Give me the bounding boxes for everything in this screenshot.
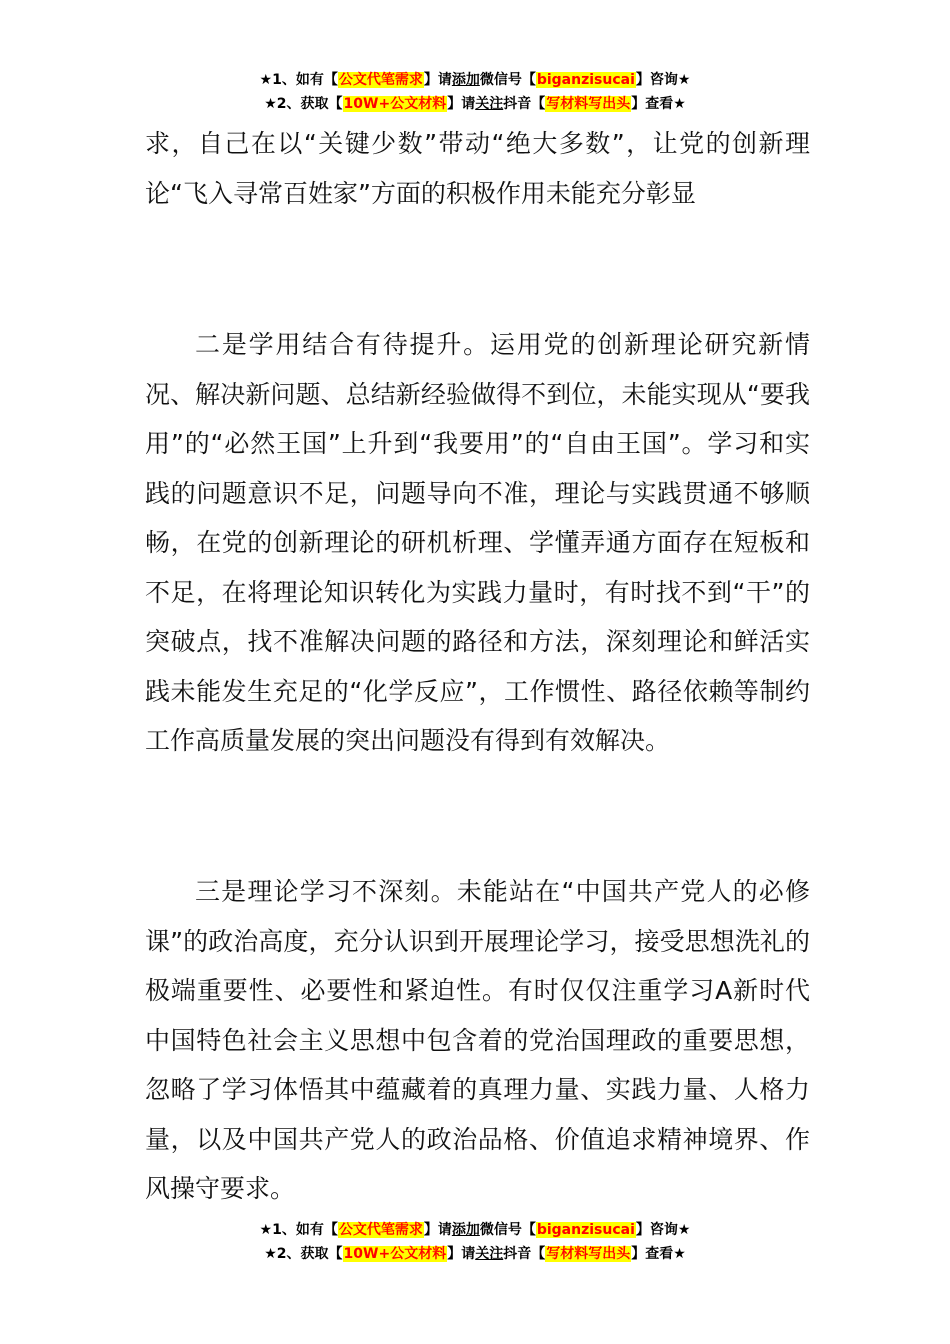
banner-text: 微信号【 — [479, 1222, 536, 1238]
banner-text: 1、如有【 — [272, 1222, 338, 1238]
banner-text: 2、获取【 — [276, 1246, 343, 1262]
banner-line-1 — [0, 68, 950, 92]
banner-text: 】咨询 — [635, 72, 678, 88]
paragraph-section-two — [145, 320, 810, 766]
star-icon: ★ — [264, 1246, 277, 1262]
highlight-materials: 10W+公文材料 — [343, 1246, 447, 1262]
header-banner — [0, 68, 950, 116]
paragraph-section-three — [145, 867, 810, 1214]
highlight-service: 公文代笔需求 — [338, 72, 423, 88]
star-icon: ★ — [677, 72, 691, 88]
underlined-text: 添加 — [451, 1222, 480, 1238]
underlined-text: 添加 — [451, 72, 480, 88]
banner-text: 】查看 — [631, 1246, 674, 1262]
banner-text: 】请 — [447, 96, 476, 112]
banner-line-2 — [0, 1242, 950, 1266]
banner-text: 】请 — [423, 1222, 452, 1238]
banner-text: 】查看 — [631, 96, 674, 112]
paragraph-continuation — [145, 119, 810, 218]
footer-banner — [0, 1218, 950, 1266]
star-icon: ★ — [264, 96, 277, 112]
highlight-douyin: 写材料写出头 — [546, 1246, 631, 1262]
highlight-wechat-id: biganzisucai — [536, 1222, 635, 1238]
paragraph-1: 求，自己在以“关键少数”带动“绝大多数”，让党的创新理论“飞入寻常百姓家”方面的积极作用未能充分彰显 — [145, 129, 810, 208]
highlight-materials: 10W+公文材料 — [343, 96, 447, 112]
banner-text: 1、如有【 — [272, 72, 338, 88]
star-icon: ★ — [673, 1246, 686, 1262]
banner-text: 】请 — [423, 72, 452, 88]
banner-text: 2、获取【 — [276, 96, 343, 112]
banner-text: 抖音【 — [503, 1246, 546, 1262]
underlined-text: 关注 — [475, 1246, 504, 1262]
underlined-text: 关注 — [475, 96, 504, 112]
banner-text: 微信号【 — [479, 72, 536, 88]
highlight-douyin: 写材料写出头 — [546, 96, 631, 112]
banner-text: 】请 — [447, 1246, 476, 1262]
banner-line-1 — [0, 1218, 950, 1242]
star-icon: ★ — [259, 1222, 273, 1238]
paragraph-3: 三是理论学习不深刻。未能站在“中国共产党人的必修课”的政治高度，充分认识到开展理论学习，接受思想洗礼的极端重要性、必要性和紧迫性。有时仅仅注重学习A新时代中国特色社会主义思想中包含着的党治国理政的重要思想，忽略了学习体悟其中蕴藏着的真理力量、实践力量、人格力量，以及中国共产党人的政治品格、价值追求精神境界、作风操守要求。 — [145, 877, 810, 1203]
highlight-wechat-id: biganzisucai — [536, 72, 635, 88]
banner-text: 】咨询 — [635, 1222, 678, 1238]
banner-text: 抖音【 — [503, 96, 546, 112]
paragraph-2: 二是学用结合有待提升。运用党的创新理论研究新情况、解决新问题、总结新经验做得不到位，未能实现从“要我用”的“必然王国”上升到“我要用”的“自由王国”。学习和实践的问题意识不足，问题导向不准，理论与实践贯通不够顺畅，在党的创新理论的研机析理、学懂弄通方面存在短板和不足，在将理论知识转化为实践力量时，有时找不到“干”的突破点，找不准解决问题的路径和方法，深刻理论和鲜活实践未能发生充足的“化学反应”，工作惯性、路径依赖等制约工作高质量发展的突出问题没有得到有效解决。 — [145, 330, 810, 755]
star-icon: ★ — [259, 72, 273, 88]
highlight-service: 公文代笔需求 — [338, 1222, 423, 1238]
star-icon: ★ — [673, 96, 686, 112]
banner-line-2 — [0, 92, 950, 116]
star-icon: ★ — [677, 1222, 691, 1238]
